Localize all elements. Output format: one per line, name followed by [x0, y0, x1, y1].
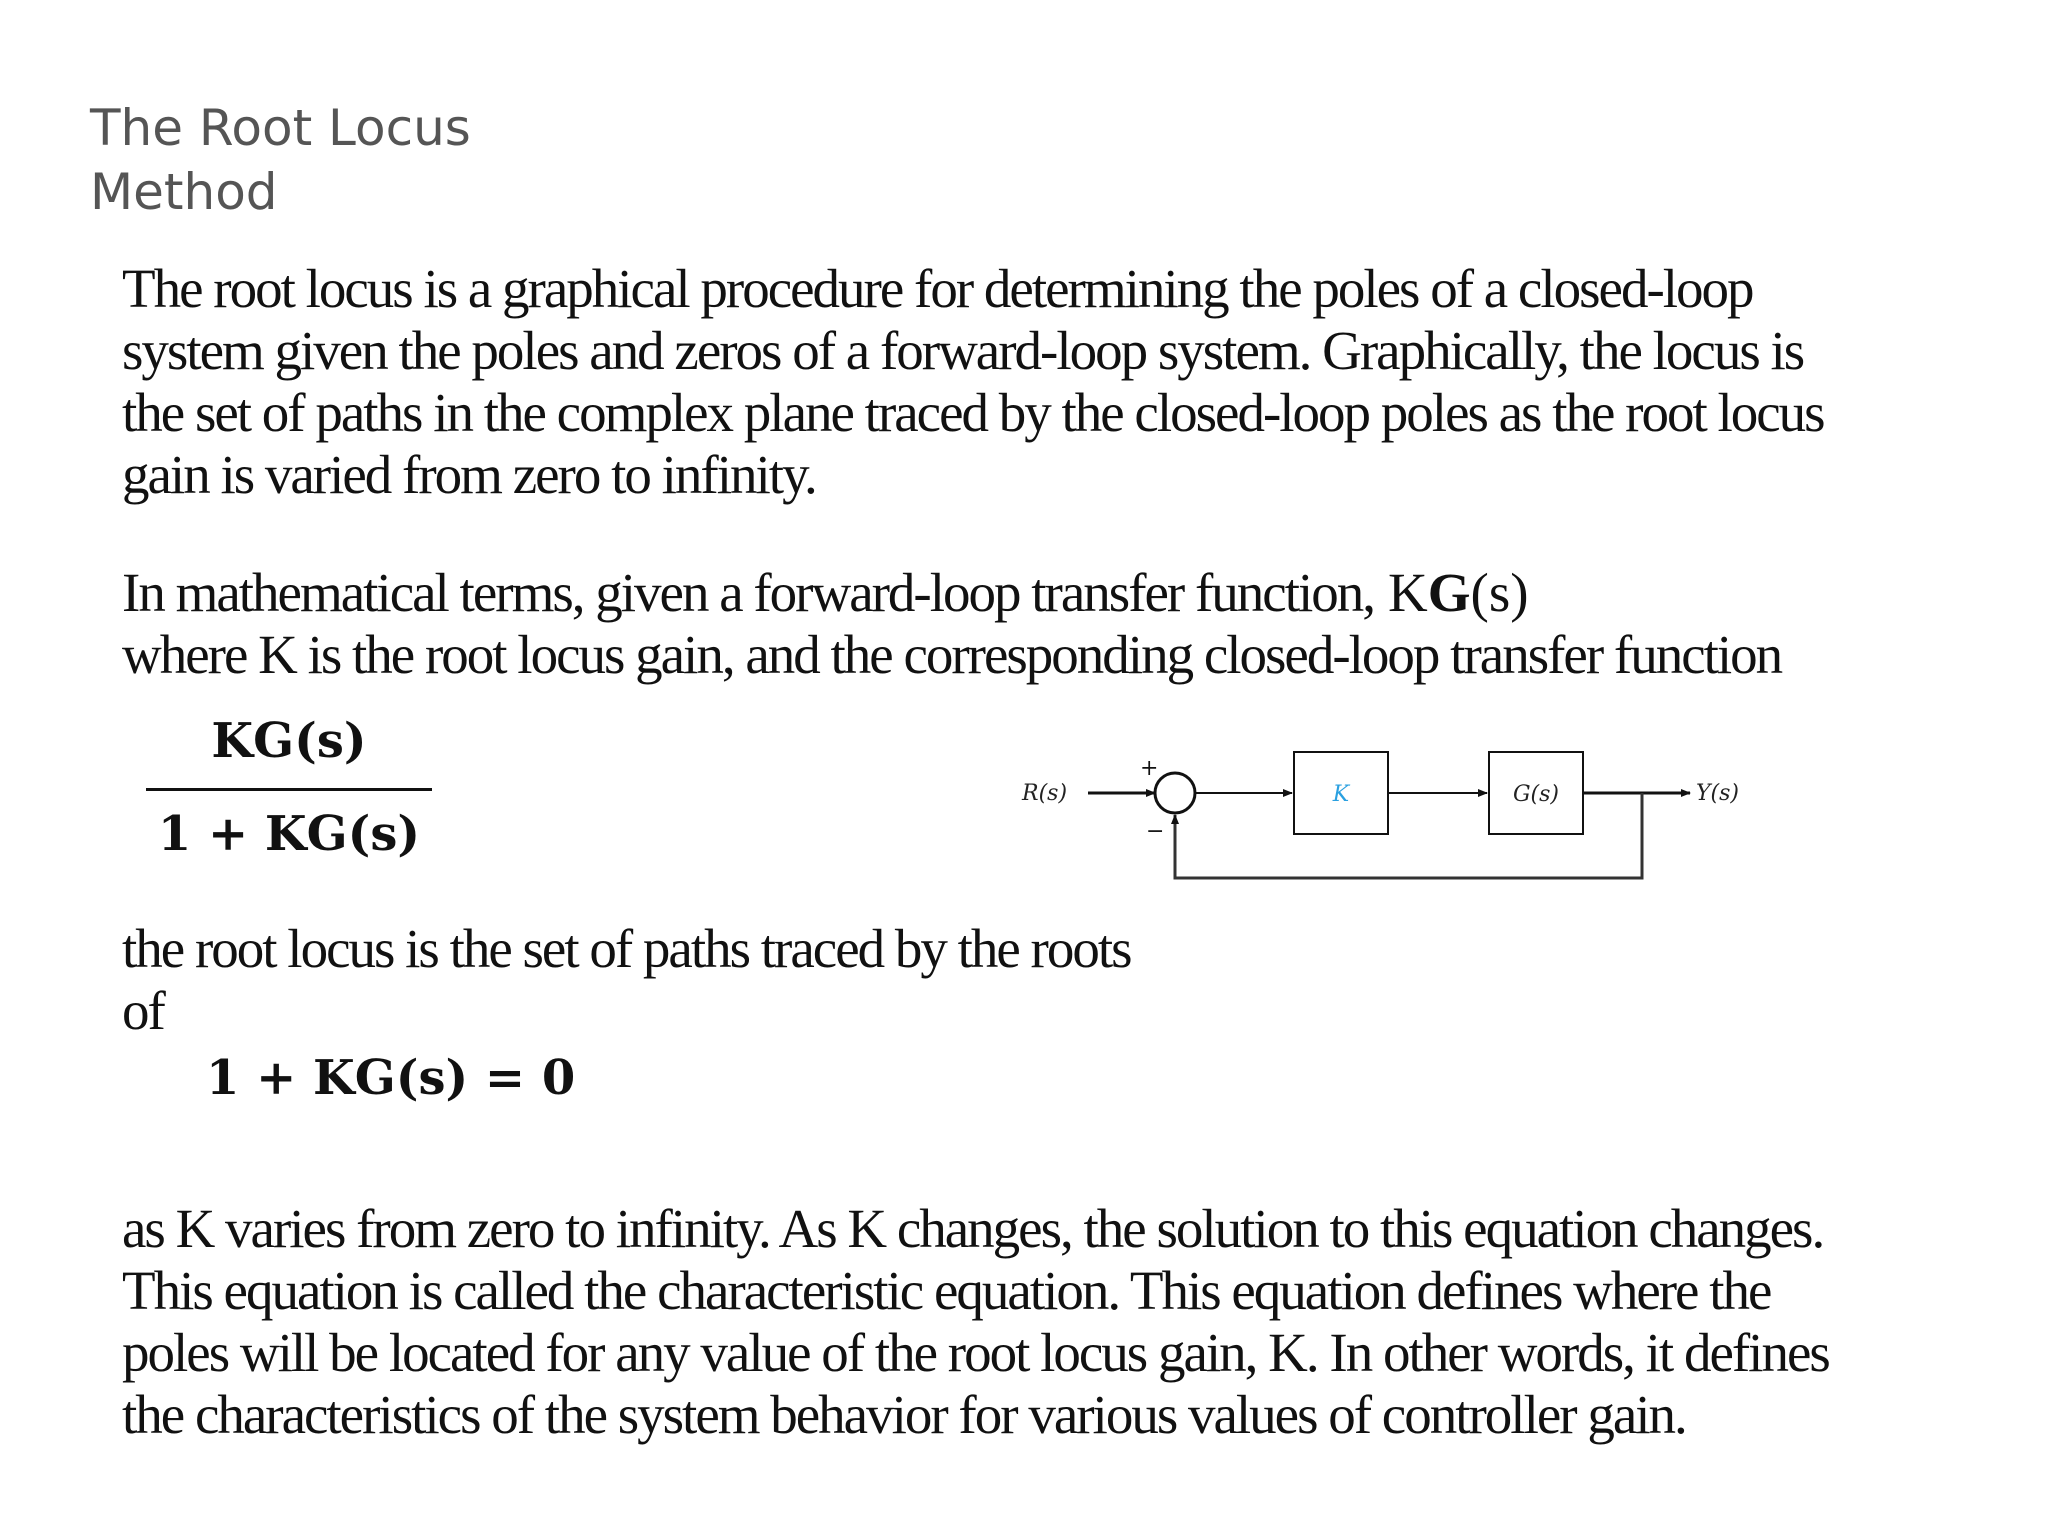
- closed-loop-transfer-function: [146, 708, 432, 867]
- characteristic-equation: 1 + KG(s) = 0: [206, 1050, 576, 1106]
- plus-sign: +: [1140, 756, 1159, 781]
- intro-line: system given the poles and zeros of a forward-loop system. Graphically, the locus is: [122, 320, 1804, 381]
- intro-line: The root locus is a graphical procedure for determining the poles of a closed-loop: [122, 258, 1753, 319]
- input-label: R(s): [1022, 781, 1068, 806]
- intro-line: gain is varied from zero to infinity.: [122, 444, 816, 505]
- roots-paragraph: [122, 918, 1182, 1042]
- kgs-g: G: [1427, 562, 1471, 623]
- intro-paragraph: [122, 258, 1922, 506]
- math-terms-text: In mathematical terms, given a forward-loop transfer function,: [122, 562, 1375, 623]
- feedback-block-diagram: [1000, 740, 1760, 900]
- closing-line: the characteristics of the system behavior for various values of controller gain.: [122, 1384, 1686, 1445]
- summing-junction: [1155, 773, 1195, 813]
- roots-line: of: [122, 980, 164, 1041]
- output-label: Y(s): [1696, 781, 1739, 806]
- math-terms-line: [122, 562, 1922, 624]
- closing-paragraph: [122, 1198, 1922, 1446]
- closing-line: This equation is called the characteristic equation. This equation defines where the: [122, 1260, 1771, 1321]
- plant-block-label: G(s): [1512, 782, 1560, 807]
- intro-line: the set of paths in the complex plane traced by the closed-loop poles as the root locus: [122, 382, 1824, 443]
- fraction-bar: [146, 788, 432, 791]
- math-terms-paragraph: [122, 562, 1922, 686]
- slide-title: The Root Locus Method: [90, 99, 471, 221]
- gain-block-label: K: [1332, 782, 1350, 807]
- kgs-s: (s): [1470, 562, 1529, 623]
- closing-line: poles will be located for any value of the root locus gain, K. In other words, it defines: [122, 1322, 1829, 1383]
- closing-line: as K varies from zero to infinity. As K changes, the solution to this equation changes.: [122, 1198, 1824, 1259]
- roots-line: the root locus is the set of paths traced by the roots: [122, 918, 1131, 979]
- minus-sign: −: [1146, 819, 1165, 844]
- fraction-denominator: 1 + KG(s): [157, 806, 421, 862]
- math-terms-line: where K is the root locus gain, and the corresponding closed-loop transfer function: [122, 624, 1782, 685]
- fraction-numerator: KG(s): [211, 713, 367, 769]
- kgs-k: K: [1388, 562, 1428, 623]
- forward-loop-transfer-function: [1388, 562, 1529, 623]
